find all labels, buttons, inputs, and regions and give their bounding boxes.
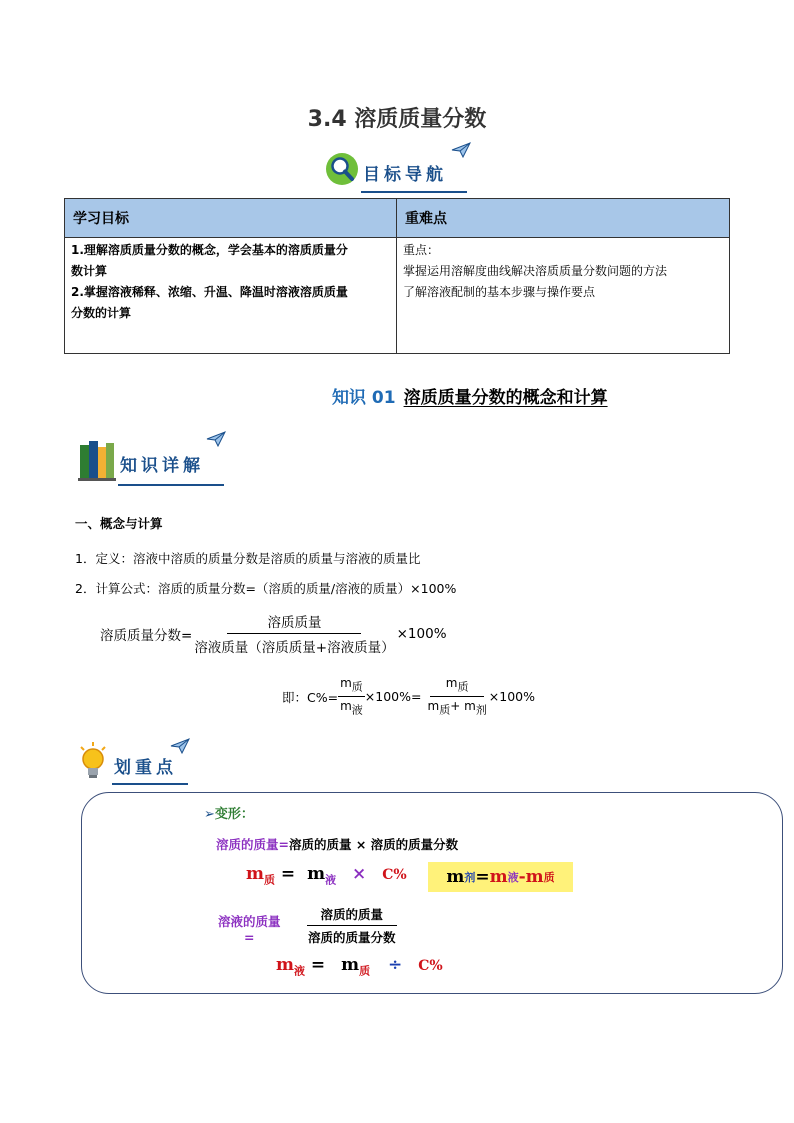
paper-plane-icon <box>170 738 190 754</box>
key-points-header: 重难点 <box>397 199 730 238</box>
eq1-m2-sub: 液 <box>325 873 337 887</box>
equation-solution <box>276 955 443 978</box>
books-icon <box>78 437 116 481</box>
page-title: 3.4 溶质质量分数 <box>307 107 487 132</box>
magnifier-icon <box>325 152 359 186</box>
key-point-line: 重点： <box>403 243 440 257</box>
transform-line-1-rhs: 溶质的质量 × 溶质的质量分数 <box>288 837 459 852</box>
formula-prefix: 即：C%= <box>282 689 339 705</box>
eq3-m2: m <box>341 955 360 975</box>
objective-line: 2.掌握溶液稀释、浓缩、升温、降温时溶液溶质质量 <box>71 285 348 299</box>
eq2-m3: m <box>525 867 544 887</box>
formula-mid: ×100%= <box>364 689 422 705</box>
badge-underline <box>112 783 188 785</box>
eq2-minus: - <box>518 867 526 887</box>
transform-heading <box>204 803 254 822</box>
eq3-op: ÷ <box>388 955 403 975</box>
key-point-line: 掌握运用溶解度曲线解决溶质质量分数问题的方法 <box>403 264 668 278</box>
eq2-m2-sub: 液 <box>507 871 519 884</box>
badge-underline <box>361 191 467 193</box>
formula2-tail: ×100% <box>488 689 535 705</box>
formula-denominator: 溶液质量（溶质质量+溶液质量） <box>194 640 395 656</box>
eq3-c: C% <box>418 958 443 974</box>
formula-numerator: 溶质质量 <box>227 611 361 634</box>
f2-den-a: m <box>427 699 440 714</box>
knowledge-detail-badge <box>78 435 238 483</box>
f1-num: m <box>340 676 352 690</box>
eq1-op: × <box>352 864 367 884</box>
formula-mass-fraction <box>100 611 447 656</box>
paper-plane-icon <box>451 142 471 158</box>
knowledge-name: 溶质质量分数的概念和计算 <box>403 388 608 408</box>
objective-line: 数计算 <box>71 264 108 278</box>
eq1-m-sub: 质 <box>264 873 275 887</box>
equation-solvent <box>428 862 573 892</box>
goal-nav-label: 目标导航 <box>363 164 447 185</box>
line3-lhs-text: 溶液的质量 <box>218 914 281 929</box>
objectives-cell <box>65 238 397 354</box>
transform-heading-text: 变形： <box>214 807 254 822</box>
key-points-label: 划重点 <box>114 757 177 778</box>
objective-line: 1.理解溶质质量分数的概念，学会基本的溶质质量分 <box>71 243 348 257</box>
formula-c-percent <box>282 676 535 718</box>
line3-num: 溶质的质量 <box>307 905 398 926</box>
formula-tail: ×100% <box>396 625 447 642</box>
knowledge-detail-label: 知识详解 <box>120 455 204 476</box>
eq1-m: m <box>246 864 264 884</box>
key-points-badge <box>78 740 228 782</box>
eq3-m-sub: 液 <box>294 964 305 978</box>
key-point-line: 了解溶液配制的基本步骤与操作要点 <box>403 285 596 299</box>
formula-text: 2．计算公式：溶质的质量分数=（溶质的质量/溶液的质量）×100% <box>75 581 457 596</box>
fraction-2 <box>425 676 488 718</box>
line3-den: 溶质的质量分数 <box>308 930 396 945</box>
eq3-m2-sub: 质 <box>359 964 371 978</box>
objectives-table <box>64 198 730 354</box>
eq2-m3-sub: 质 <box>543 871 555 884</box>
eq1-c: C% <box>382 867 407 883</box>
f2-den-b: m <box>464 699 476 714</box>
eq3-m: m <box>276 955 294 975</box>
eq2-eq: = <box>475 867 490 887</box>
transform-line-3-lhs <box>218 914 281 946</box>
lightbulb-icon <box>78 742 108 780</box>
formula-lhs: 溶质质量分数= <box>100 627 193 644</box>
key-points-cell <box>397 238 730 354</box>
eq2-m2: m <box>489 867 508 887</box>
eq3-eq: = <box>310 955 326 975</box>
paper-plane-icon <box>206 431 226 447</box>
f2-den-b-sub: 剂 <box>475 703 487 717</box>
eq1-eq: = <box>280 864 296 884</box>
fraction-1 <box>338 676 365 718</box>
equation-solute <box>246 864 407 887</box>
eq1-m2: m <box>307 864 326 884</box>
f2-num-sub: 质 <box>457 680 469 694</box>
transform-line-3-fraction <box>306 905 398 946</box>
f1-den-sub: 液 <box>351 703 363 717</box>
arrow-bullet-icon: ➢ <box>204 807 215 822</box>
formula-fraction <box>192 611 396 656</box>
badge-underline <box>118 484 224 486</box>
section-heading: 一、概念与计算 <box>75 516 163 531</box>
f1-den: m <box>340 699 352 714</box>
eq2-m-sub: 剂 <box>464 871 476 884</box>
knowledge-number: 知识 01 <box>332 388 396 408</box>
objective-line: 分数的计算 <box>71 306 132 320</box>
goal-nav-badge <box>325 148 475 190</box>
transform-line-1-lhs: 溶质的质量= <box>216 837 289 852</box>
knowledge-heading <box>332 383 608 408</box>
eq2-m: m <box>446 867 465 887</box>
line3-eq: = <box>244 930 255 945</box>
definition-text: 1．定义：溶液中溶质的质量分数是溶质的质量与溶液的质量比 <box>75 551 421 566</box>
f2-den-plus: + <box>450 699 461 714</box>
objectives-header: 学习目标 <box>65 199 397 238</box>
f2-den-a-sub: 质 <box>439 703 451 717</box>
transform-line-1 <box>216 835 458 853</box>
f1-num-sub: 质 <box>351 680 363 694</box>
f2-num: m <box>445 676 458 690</box>
